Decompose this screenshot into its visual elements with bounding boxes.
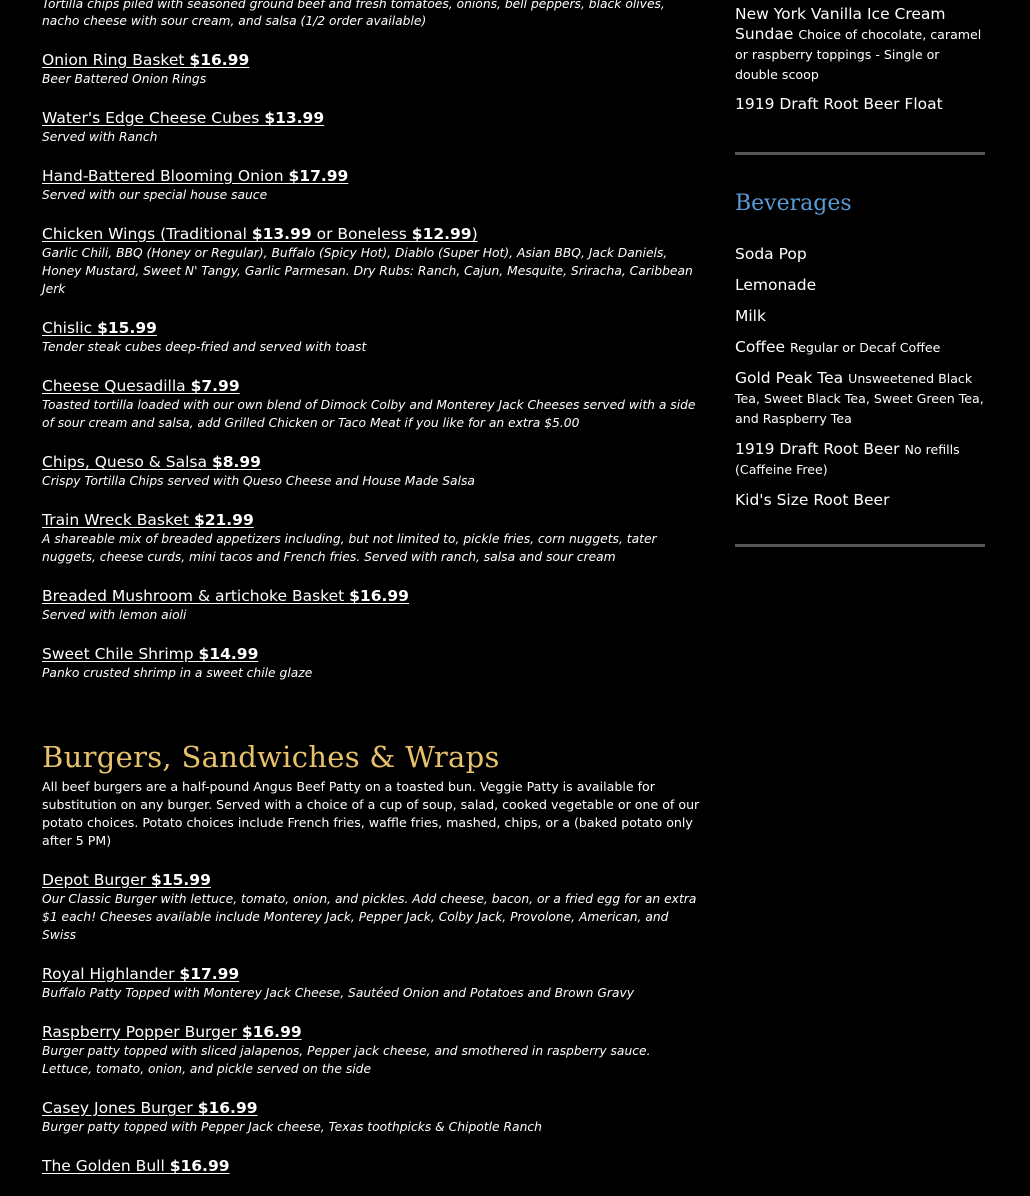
menu-item-name: Onion Ring Basket: [42, 51, 185, 69]
dessert-item-name: 1919 Draft Root Beer Float: [735, 95, 943, 113]
menu-item: [42, 1022, 700, 1078]
menu-item-title[interactable]: [42, 108, 700, 128]
beverage-item: [735, 306, 985, 326]
beverage-item: [735, 439, 985, 479]
menu-item-description: Beer Battered Onion Rings: [42, 72, 207, 86]
dessert-item: [735, 4, 985, 84]
menu-item-description: Tender steak cubes deep-fried and served with toast: [42, 340, 367, 354]
menu-item-description: Burger patty topped with Pepper Jack cheese, Texas toothpicks & Chipotle Ranch: [42, 1120, 542, 1134]
dessert-list: [735, 4, 985, 114]
menu-item-title[interactable]: [42, 964, 700, 984]
appetizer-list: [42, 50, 700, 204]
menu-item-name: Chislic: [42, 319, 93, 337]
menu-item: [42, 964, 700, 1002]
menu-item-name: Train Wreck Basket: [42, 511, 189, 529]
menu-item-name: Water's Edge Cheese Cubes: [42, 109, 260, 127]
beverage-item: [735, 490, 985, 510]
menu-item-name: Hand-Battered Blooming Onion: [42, 167, 284, 185]
menu-item-title[interactable]: [42, 586, 700, 606]
section-intro-burgers: All beef burgers are a half-pound Angus Beef Patty on a toasted bun. Veggie Patty is available for substitution on any burger. Served with a choice of a cup of soup, salad, cooked vegetable or one of our potato choices. Potato choices include French fries, waffle fries, mashed, chips, or a (baked potato only after 5 PM): [42, 779, 700, 848]
beverage-item: [735, 337, 985, 357]
menu-item-description: Our Classic Burger with lettuce, tomato, onion, and pickles. Add cheese, bacon, or a fried egg for an extra $1 each! Cheeses available include Monterey Jack, Pepper Jack, Colby Jack, Provolone, American, and Swiss: [42, 892, 697, 942]
menu-item: [42, 1156, 700, 1176]
beverage-item-name: Lemonade: [735, 276, 817, 294]
menu-item-price: $16.99: [349, 587, 409, 605]
beverage-item-name: Coffee: [735, 338, 786, 356]
menu-item-name: Breaded Mushroom & artichoke Basket: [42, 587, 345, 605]
menu-item-name: Cheese Quesadilla: [42, 377, 186, 395]
beverage-item: [735, 368, 985, 428]
menu-item-title[interactable]: [42, 1156, 700, 1176]
menu-item: [42, 166, 700, 204]
menu-item-title[interactable]: [42, 510, 700, 530]
menu-item-price: $16.99: [241, 1023, 302, 1041]
menu-item-name: Chips, Queso & Salsa: [42, 453, 207, 471]
beverage-item-name: 1919 Draft Root Beer: [735, 440, 900, 458]
menu-item-chicken-wings: [42, 224, 700, 298]
menu-item: [42, 376, 700, 432]
menu-item: [42, 644, 700, 682]
divider: [735, 544, 985, 547]
menu-item-title[interactable]: [42, 1022, 700, 1042]
menu-item-name: Raspberry Popper Burger: [42, 1023, 237, 1041]
dessert-item: [735, 94, 985, 114]
menu-item-price: $16.99: [189, 51, 250, 69]
menu-item-title[interactable]: [42, 318, 700, 338]
menu-item-description: Toasted tortilla loaded with our own blend of Dimock Colby and Monterey Jack Cheeses served with a side of sour cream and salsa, add Grilled Chicken or Taco Meat if you like for an extra $5.00: [42, 398, 696, 430]
beverage-item: [735, 275, 985, 295]
menu-item: [42, 318, 700, 356]
menu-item-description: Garlic Chili, BBQ (Honey or Regular), Buffalo (Spicy Hot), Diablo (Super Hot), Asian BBQ, Jack Daniels, Honey Mustard, Sweet N' Tangy, Garlic Parmesan. Dry Rubs: Ranch, Cajun, Mesquite, Sriracha, Caribbean Jerk: [42, 246, 693, 296]
beverage-item: [735, 244, 985, 264]
menu-item-title[interactable]: [42, 1098, 700, 1118]
menu-item-title[interactable]: [42, 870, 700, 890]
beverage-item-name: Soda Pop: [735, 245, 807, 263]
menu-item-price: $13.99: [264, 109, 325, 127]
menu-item-price: $16.99: [197, 1099, 258, 1117]
beverage-item-details: Regular or Decaf Coffee: [790, 340, 941, 355]
menu-item-title[interactable]: [42, 50, 700, 70]
menu-item-title[interactable]: Chicken Wings (Traditional $13.99 or Boneless $12.99): [42, 225, 478, 243]
menu-item-price: $8.99: [211, 453, 261, 471]
menu-item-description: Panko crusted shrimp in a sweet chile glaze: [42, 666, 313, 680]
menu-item-name: Casey Jones Burger: [42, 1099, 193, 1117]
menu-main-column: [42, 0, 700, 1196]
menu-item-price: $15.99: [97, 319, 157, 337]
menu-item-description: Served with lemon aioli: [42, 608, 187, 622]
section-heading-burgers: Burgers, Sandwiches & Wraps: [42, 740, 500, 774]
menu-item: [42, 452, 700, 490]
menu-item-name: The Golden Bull: [42, 1157, 165, 1175]
menu-item-price: $15.99: [151, 871, 211, 889]
menu-item-name: Royal Highlander: [42, 965, 175, 983]
menu-item-title[interactable]: [42, 166, 700, 186]
menu-item-title[interactable]: [42, 644, 700, 664]
menu-item-description: Burger patty topped with sliced jalapenos, Pepper jack cheese, and smothered in raspberry sauce. Lettuce, tomato, onion, and pickle served on the side: [42, 1044, 651, 1076]
beverage-item-name: Kid's Size Root Beer: [735, 491, 890, 509]
menu-item-description: A shareable mix of breaded appetizers including, but not limited to, pickle fries, corn nuggets, tater nuggets, cheese curds, mini tacos and French fries. Served with ranch, salsa and sour cream: [42, 532, 657, 564]
menu-item-title[interactable]: [42, 452, 700, 472]
beverage-item-details: Unsweetened Black Tea, Sweet Black Tea, Sweet Green Tea, and Raspberry Tea: [735, 371, 984, 426]
menu-item-price: $17.99: [179, 965, 240, 983]
burger-list: [42, 870, 700, 1176]
menu-item-price: $14.99: [198, 645, 259, 663]
menu-side-column: [735, 4, 985, 583]
menu-item-price: $16.99: [169, 1157, 230, 1175]
menu-item: [42, 50, 700, 88]
menu-item-description: Served with our special house sauce: [42, 188, 268, 202]
beverage-item-name: Gold Peak Tea: [735, 369, 844, 387]
menu-item: [42, 108, 700, 146]
menu-item-name: Sweet Chile Shrimp: [42, 645, 194, 663]
beverage-item-name: Milk: [735, 307, 766, 325]
menu-item-description: Buffalo Patty Topped with Monterey Jack Cheese, Sautéed Onion and Potatoes and Brown Gravy: [42, 986, 635, 1000]
appetizer-list-continued: [42, 318, 700, 682]
menu-item: [42, 1098, 700, 1136]
menu-item-price: $17.99: [288, 167, 349, 185]
divider: [735, 152, 985, 155]
menu-item-description: Crispy Tortilla Chips served with Queso Cheese and House Made Salsa: [42, 474, 475, 488]
menu-item-name: Depot Burger: [42, 871, 147, 889]
menu-item-price: $7.99: [190, 377, 240, 395]
menu-item: [42, 870, 700, 944]
beverage-item-details: No refills (Caffeine Free): [735, 442, 960, 477]
menu-item: [42, 510, 700, 566]
dessert-item-details: Choice of chocolate, caramel or raspberry toppings - Single or double scoop: [735, 27, 982, 82]
dessert-item-name: New York Vanilla Ice Cream Sundae: [735, 5, 946, 43]
nachos-description: Tortilla chips piled with seasoned ground beef and fresh tomatoes, onions, bell peppers, black olives, nacho cheese with sour cream, and salsa (1/2 order available): [42, 0, 665, 28]
menu-item-price: $21.99: [193, 511, 254, 529]
section-heading-beverages: Beverages: [735, 191, 852, 216]
menu-item-title[interactable]: [42, 376, 700, 396]
menu-item: [42, 586, 700, 624]
beverage-list: [735, 244, 985, 510]
menu-item-description: Served with Ranch: [42, 130, 158, 144]
